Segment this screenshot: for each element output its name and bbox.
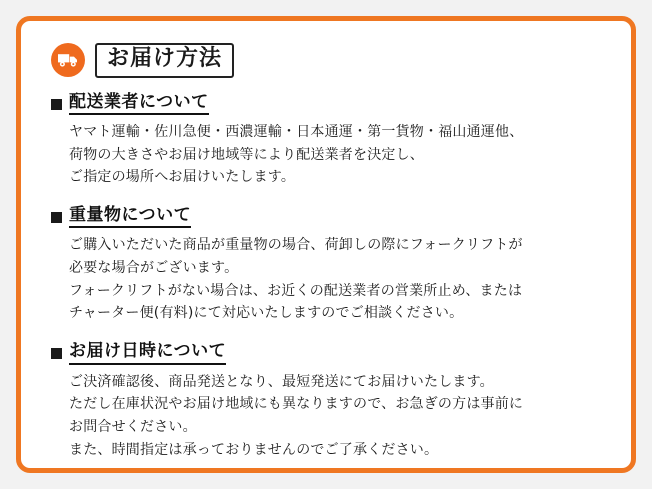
section-body <box>69 234 605 325</box>
section-heavy-items <box>51 205 605 325</box>
body-line: フォークリフトがない場合は、お近くの配送業者の営業所止め、または <box>69 282 523 299</box>
section-title-text: 重量物について <box>69 205 191 228</box>
body-line: ご指定の場所へお届けいたします。 <box>69 169 296 186</box>
section-heading <box>51 92 605 115</box>
section-body <box>69 371 605 462</box>
page-title-text: お届け方法 <box>107 46 223 71</box>
section-delivery-datetime <box>51 341 605 461</box>
body-line: また、時間指定は承っておりませんのでご了承ください。 <box>69 441 439 458</box>
section-heading <box>51 205 605 228</box>
section-shipping-carriers <box>51 92 605 189</box>
delivery-method-card <box>16 16 636 473</box>
body-line: ただし在庫状況やお届け地域にも異なりますので、お急ぎの方は事前に <box>69 396 524 413</box>
body-line: ヤマト運輸・佐川急便・西濃運輸・日本通運・第一貨物・福山通運他、 <box>69 124 524 141</box>
section-body <box>69 121 605 189</box>
bullet-square-icon <box>51 212 62 223</box>
body-line: 荷物の大きさやお届け地域等により配送業者を決定し、 <box>69 146 424 163</box>
card-header <box>51 43 605 78</box>
body-line: ご購入いただいた商品が重量物の場合、荷卸しの際にフォークリフトが <box>69 237 523 254</box>
section-title-text: お届け日時について <box>69 341 226 364</box>
bullet-square-icon <box>51 99 62 110</box>
page-title <box>95 43 234 78</box>
body-line: チャーター便(有料)にて対応いたしますのでご相談ください。 <box>69 305 464 322</box>
section-heading <box>51 341 605 364</box>
body-line: お問合せください。 <box>69 418 197 435</box>
delivery-truck-icon <box>51 43 85 77</box>
bullet-square-icon <box>51 348 62 359</box>
body-line: 必要な場合がございます。 <box>69 260 239 277</box>
body-line: ご決済確認後、商品発送となり、最短発送にてお届けいたします。 <box>69 373 494 390</box>
section-title-text: 配送業者について <box>69 92 209 115</box>
